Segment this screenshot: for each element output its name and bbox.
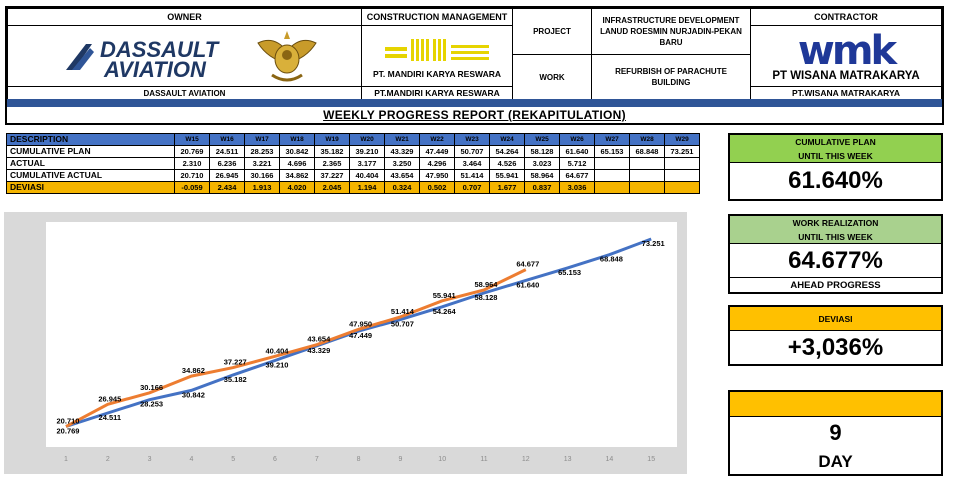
plan-data-label: 28.253 (140, 399, 164, 409)
x-tick-label: 14 (605, 456, 614, 463)
actual-data-label: 58.964 (474, 279, 498, 289)
table-cell: 20.710 (175, 170, 210, 182)
table-cell: 47.950 (420, 170, 455, 182)
table-cell: 1.913 (245, 182, 280, 194)
deviasi-header: DEVIASI (730, 307, 941, 331)
day-value: 9 (829, 420, 842, 445)
work-realization-value: 64.677% (788, 246, 883, 274)
week-header: W15 (175, 134, 210, 146)
table-cell: 24.511 (210, 146, 245, 158)
week-header: W23 (455, 134, 490, 146)
table-cell: 3.023 (525, 158, 560, 170)
table-cell: 4.696 (280, 158, 315, 170)
actual-data-label: 34.862 (181, 366, 205, 376)
owner-name: DASSAULT AVIATION (7, 86, 362, 100)
x-tick-label: 8 (356, 456, 361, 463)
plan-data-label: 58.128 (474, 292, 498, 302)
deviasi-box (728, 305, 943, 366)
table-cell: 40.404 (350, 170, 385, 182)
day-unit: DAY (818, 451, 853, 471)
x-tick-label: 15 (647, 456, 656, 463)
x-tick-label: 10 (438, 456, 447, 463)
table-cell: 64.677 (560, 170, 595, 182)
table-cell: 3.464 (455, 158, 490, 170)
week-header: W24 (490, 134, 525, 146)
table-cell: 37.227 (315, 170, 350, 182)
contractor-label: CONTRACTOR (750, 8, 942, 26)
table-cell: 54.264 (490, 146, 525, 158)
table-cell: 20.769 (175, 146, 210, 158)
report-title: WEEKLY PROGRESS REPORT (REKAPITULATION) (323, 108, 626, 122)
week-header: W25 (525, 134, 560, 146)
cumulative-plan-box (728, 133, 943, 201)
table-cell: 3.036 (560, 182, 595, 194)
table-cell: 4.296 (420, 158, 455, 170)
table-cell: 30.842 (280, 146, 315, 158)
week-header: W26 (560, 134, 595, 146)
x-tick-label: 3 (147, 456, 152, 463)
x-tick-label: 12 (521, 456, 530, 463)
work-value: REFURBISH OF PARACHUTE BUILDING (591, 54, 751, 100)
plan-data-label: 47.449 (349, 331, 373, 341)
plan-data-label: 39.210 (265, 360, 289, 370)
work-label: WORK (512, 54, 592, 100)
deviasi-value: +3,036% (787, 333, 884, 361)
actual-data-label: 20.710 (56, 416, 80, 426)
plan-data-label: 35.182 (223, 374, 247, 384)
actual-data-label: 55.941 (432, 290, 456, 300)
x-tick-label: 13 (563, 456, 572, 463)
table-cell: 58.128 (525, 146, 560, 158)
table-cell: 68.848 (630, 146, 665, 158)
actual-data-label: 47.950 (349, 319, 373, 329)
actual-data-label: 51.414 (390, 306, 414, 316)
owner-logo-line2: AVIATION (104, 57, 206, 82)
table-cell: 43.654 (385, 170, 420, 182)
cumulative-plan-header (730, 135, 941, 163)
table-cell: 3.250 (385, 158, 420, 170)
table-cell: 47.449 (420, 146, 455, 158)
table-cell: 65.153 (595, 146, 630, 158)
table-cell: -0.059 (175, 182, 210, 194)
row-label: CUMULATIVE ACTUAL (7, 170, 175, 182)
ahead-progress-label: AHEAD PROGRESS (730, 277, 941, 293)
x-tick-label: 11 (480, 456, 488, 463)
plan-data-label: 61.640 (516, 280, 540, 290)
table-cell: 55.941 (490, 170, 525, 182)
cm-label: CONSTRUCTION MANAGEMENT (361, 8, 513, 26)
row-label: DEVIASI (7, 182, 175, 194)
table-cell: 0.707 (455, 182, 490, 194)
table-cell: 4.526 (490, 158, 525, 170)
table-cell: 50.707 (455, 146, 490, 158)
table-cell: 34.862 (280, 170, 315, 182)
table-cell: 61.640 (560, 146, 595, 158)
work-realization-header (730, 216, 941, 244)
week-header: W21 (385, 134, 420, 146)
cm-name: PT.MANDIRI KARYA RESWARA (361, 86, 513, 100)
table-cell: 0.502 (420, 182, 455, 194)
table-cell: 3.177 (350, 158, 385, 170)
week-header: W17 (245, 134, 280, 146)
week-header: W28 (630, 134, 665, 146)
table-cell: 1.194 (350, 182, 385, 194)
description-header: DESCRIPTION (7, 134, 175, 146)
day-box (728, 390, 943, 476)
table-cell: 35.182 (315, 146, 350, 158)
table-cell: 0.324 (385, 182, 420, 194)
cumulative-plan-title: CUMULATIVE PLAN (795, 136, 876, 147)
table-cell: 43.329 (385, 146, 420, 158)
actual-data-label: 43.654 (307, 334, 331, 344)
week-header: W20 (350, 134, 385, 146)
x-tick-label: 9 (398, 456, 403, 463)
week-header: W16 (210, 134, 245, 146)
table-cell: 0.837 (525, 182, 560, 194)
project-value: INFRASTRUCTURE DEVELOPMENT LANUD ROESMIN NURJADIN-PEKAN BARU (591, 8, 751, 55)
wmk-logo-icon: wmk (797, 28, 895, 74)
cumulative-plan-value: 61.640% (788, 167, 883, 194)
owner-label: OWNER (7, 8, 362, 26)
plan-data-label: 68.848 (599, 254, 623, 264)
week-header: W22 (420, 134, 455, 146)
plan-data-label: 43.329 (307, 345, 331, 355)
plan-data-label: 24.511 (98, 413, 122, 423)
plan-data-label: 65.153 (558, 267, 582, 277)
table-cell: 58.964 (525, 170, 560, 182)
x-tick-label: 4 (189, 456, 194, 463)
actual-data-label: 26.945 (98, 394, 122, 404)
work-realization-title: WORK REALIZATION (792, 217, 879, 228)
table-cell: 2.365 (315, 158, 350, 170)
table-cell: 2.045 (315, 182, 350, 194)
table-cell: 39.210 (350, 146, 385, 158)
x-tick-label: 1 (64, 456, 68, 463)
x-tick-label: 6 (273, 456, 277, 463)
plan-data-label: 30.842 (181, 390, 205, 400)
contractor-name: PT.WISANA MATRAKARYA (750, 86, 942, 100)
plan-data-label: 54.264 (432, 306, 456, 316)
actual-data-label: 30.166 (140, 382, 164, 392)
table-cell: 5.712 (560, 158, 595, 170)
row-label: ACTUAL (7, 158, 175, 170)
x-tick-label: 5 (231, 456, 236, 463)
work-realization-box (728, 214, 943, 294)
table-cell: 6.236 (210, 158, 245, 170)
table-cell: 26.945 (210, 170, 245, 182)
project-label: PROJECT (512, 8, 592, 55)
owner-logo-line1: DASSAULT (100, 37, 219, 62)
table-cell: 4.020 (280, 182, 315, 194)
plan-data-label: 50.707 (390, 319, 414, 329)
row-label: CUMULATIVE PLAN (7, 146, 175, 158)
table-cell: 2.310 (175, 158, 210, 170)
x-tick-label: 2 (105, 456, 110, 463)
plan-data-label: 73.251 (641, 238, 665, 248)
actual-data-label: 37.227 (223, 357, 247, 367)
day-header (730, 392, 941, 417)
table-cell: 3.221 (245, 158, 280, 170)
table-cell: 30.166 (245, 170, 280, 182)
week-header: W19 (315, 134, 350, 146)
cumulative-plan-subtitle: UNTIL THIS WEEK (798, 150, 873, 161)
table-cell: 51.414 (455, 170, 490, 182)
week-header: W27 (595, 134, 630, 146)
cm-logo-text: PT. MANDIRI KARYA RESWARA (373, 69, 501, 79)
contractor-logo-text: PT WISANA MATRAKARYA (772, 70, 920, 82)
actual-data-label: 64.677 (516, 259, 540, 269)
x-tick-label: 7 (314, 456, 319, 463)
table-cell: 28.253 (245, 146, 280, 158)
plan-data-label: 20.769 (56, 426, 80, 436)
actual-data-label: 40.404 (265, 346, 289, 356)
table-cell: 2.434 (210, 182, 245, 194)
week-header: W29 (665, 134, 700, 146)
work-realization-subtitle: UNTIL THIS WEEK (798, 231, 873, 242)
week-header: W18 (280, 134, 315, 146)
table-cell: 73.251 (665, 146, 700, 158)
table-cell: 1.677 (490, 182, 525, 194)
